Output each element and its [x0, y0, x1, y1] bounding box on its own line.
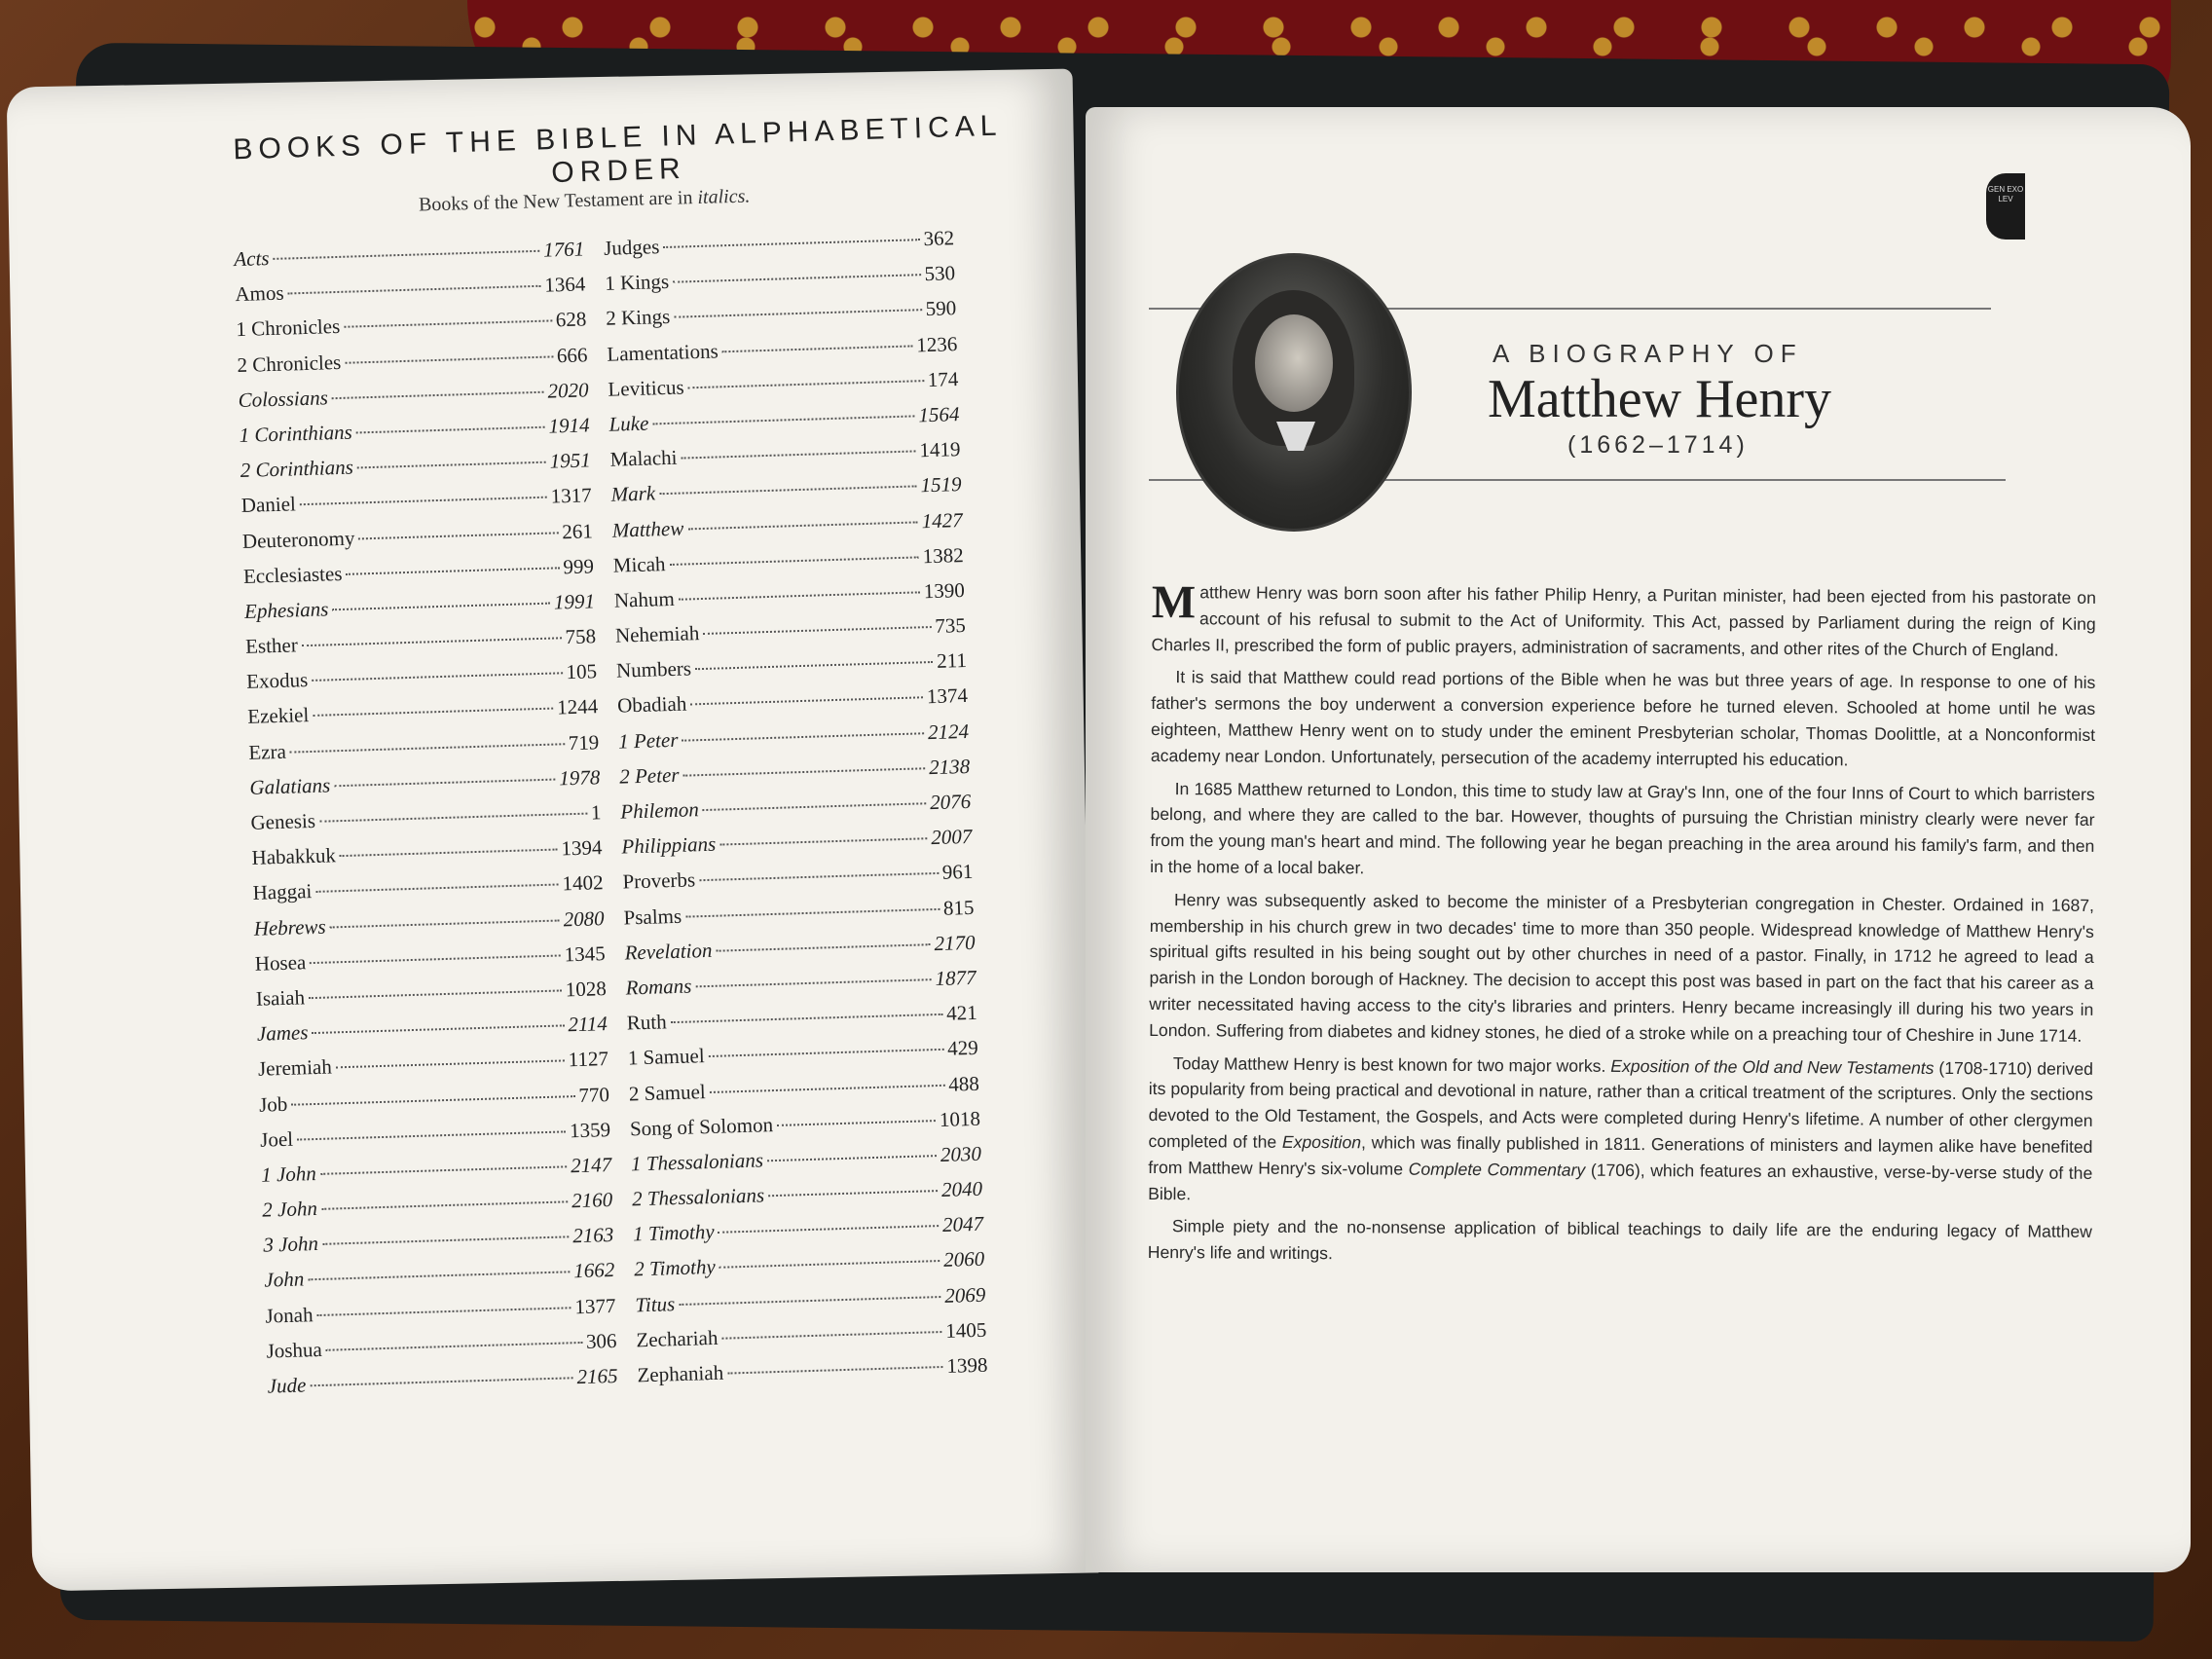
leader-dots: [685, 907, 940, 917]
thumb-index-label: GEN EXO LEV: [1987, 185, 2024, 203]
book-page-number: 1405: [944, 1317, 987, 1343]
book-page-number: 1402: [562, 870, 604, 896]
leader-dots: [345, 355, 553, 363]
book-name: 3 John: [263, 1232, 319, 1257]
leader-dots: [669, 556, 918, 566]
book-name: Daniel: [240, 492, 297, 518]
book-page-number: 1419: [919, 437, 961, 462]
leader-dots: [334, 778, 555, 787]
leader-dots: [722, 345, 913, 352]
leader-dots: [768, 1190, 938, 1197]
leader-dots: [308, 1272, 570, 1281]
book-name: Obadiah: [616, 691, 687, 719]
book-name: Jonah: [265, 1302, 313, 1328]
book-name: 2 Thessalonians: [631, 1183, 765, 1211]
book-page-number: 1390: [923, 577, 966, 604]
book-name: 1 Timothy: [632, 1220, 715, 1246]
book-page-number: 2163: [571, 1223, 614, 1248]
book-name: 1 Thessalonians: [630, 1148, 764, 1176]
book-name: 2 John: [261, 1197, 318, 1222]
leader-dots: [690, 697, 923, 706]
leader-dots: [300, 497, 547, 506]
leader-dots: [312, 673, 562, 682]
book-name: Habakkuk: [251, 843, 337, 870]
leader-dots: [727, 1366, 942, 1375]
book-page-number: 666: [556, 342, 588, 367]
book-name: Zechariah: [636, 1325, 719, 1352]
matthew-henry-portrait: [1176, 253, 1412, 532]
book-page-number: 1951: [549, 448, 591, 473]
book-page-number: 1519: [920, 472, 962, 498]
leader-dots: [297, 1130, 566, 1140]
book-page-number: 1377: [574, 1293, 616, 1318]
leader-dots: [346, 567, 559, 574]
book-page-number: 1564: [918, 402, 960, 427]
book-name: 2 Corinthians: [240, 455, 354, 483]
book-name: 1 John: [260, 1161, 317, 1187]
book-name: Genesis: [250, 808, 316, 834]
book-page-number: 1359: [569, 1117, 611, 1142]
leader-dots: [679, 591, 920, 600]
book-page-number: 590: [925, 296, 957, 321]
book-page-number: 1: [590, 800, 602, 825]
book-page-number: 999: [563, 553, 595, 578]
book-name: Ephesians: [243, 597, 329, 623]
leader-dots: [710, 1084, 945, 1092]
book-page-number: 1914: [548, 413, 590, 438]
book-page-number: 961: [941, 860, 974, 885]
book-name: 1 Corinthians: [239, 420, 353, 447]
book-page-number: 530: [924, 261, 956, 286]
book-name: John: [264, 1267, 305, 1293]
bio-paragraph-4: Henry was subsequently asked to become the minister of a Presbyterian congregation in Chester. Ordained in 1687, membership in his church grew in two decades' time to more than 350 people. Widespread knowledge of Matthew Henry's spiritual gifts resulted in his being sought out by other churches in need of a pastor. Finally, in 1712 he agreed to lead a parish in the London borough of Hackney. The decision to accept this post was based in part on the fact that his career as a writer necessitated having access to the city's libraries and printers. Henry became increasingly ill during his two years in London. Suffering from diabetes and kidney stones, he died of a stroke while on a preaching tour of Cheshire in June 1714.: [1149, 889, 2095, 1046]
leader-dots: [322, 1236, 569, 1246]
book-name: Isaiah: [255, 985, 306, 1011]
thumb-index-tab[interactable]: [1986, 173, 2025, 240]
leader-dots: [679, 1296, 940, 1306]
book-page-number: 628: [555, 307, 587, 332]
book-page-number: 1127: [568, 1047, 609, 1072]
leader-dots: [332, 390, 544, 398]
leader-dots: [659, 486, 916, 496]
book-name: Deuteronomy: [241, 526, 355, 553]
book-name: Acts: [233, 246, 270, 272]
book-name: Jeremiah: [257, 1054, 333, 1082]
book-name: 1 Chronicles: [236, 314, 341, 342]
book-name: Psalms: [623, 903, 682, 930]
book-name: 2 Kings: [605, 305, 671, 331]
leader-dots: [288, 285, 541, 295]
book-name: Amos: [235, 280, 284, 307]
leader-dots: [326, 1342, 582, 1351]
book-page-number: 735: [934, 613, 967, 638]
leader-dots: [674, 310, 922, 319]
leader-dots: [319, 813, 587, 823]
book-page-number: 2080: [563, 905, 605, 931]
leader-dots: [681, 451, 915, 460]
book-name: Numbers: [615, 656, 692, 682]
leader-dots: [357, 461, 546, 469]
book-page-number: 1317: [550, 483, 593, 508]
book-name: Lamentations: [607, 338, 719, 366]
book-page-number: 2040: [940, 1176, 983, 1202]
book-page-number: 2047: [941, 1211, 984, 1237]
book-name: Colossians: [238, 386, 329, 412]
leader-dots: [320, 1165, 567, 1175]
book-page-number: 2160: [571, 1188, 613, 1213]
leader-dots: [671, 1014, 943, 1023]
book-page-number: 1761: [542, 237, 585, 262]
book-page-number: 1018: [939, 1106, 981, 1131]
book-page-number: 306: [585, 1328, 617, 1353]
leader-dots: [682, 732, 924, 741]
leader-dots: [330, 919, 560, 928]
book-page-number: 261: [561, 518, 594, 543]
book-page-number: 2165: [576, 1363, 618, 1389]
bio-paragraph-5: Today Matthew Henry is best known for two major works. Exposition of the Old and New Testaments (1708-1710) derived its popularity from being practical and devotional in nature, rather than a critical treatment of the scriptures. Only the sections devoted to the Old Testament, the Gospels, and Acts were completed during Henry's lifetime. A number of other clergymen completed of the Exposition, which was finally published in 1811. Generations of ministers and laymen alike have benefited from Matthew Henry's six-volume Complete Commentary (1706), which features an exhaustive, verse-by-verse study of the Bible.: [1148, 1052, 2094, 1203]
book-page-number: 1028: [565, 977, 608, 1002]
book-page-number: 1991: [553, 589, 596, 614]
book-page-number: 2060: [942, 1247, 985, 1272]
portrait-collar: [1276, 422, 1315, 451]
leader-dots: [310, 1377, 572, 1386]
book-name: Esther: [244, 633, 299, 658]
leader-dots: [703, 802, 926, 811]
leader-dots: [312, 1025, 564, 1035]
leader-dots: [709, 1049, 944, 1057]
book-page-number: 1877: [935, 965, 977, 990]
leader-dots: [663, 239, 919, 248]
book-page-number: 770: [578, 1082, 610, 1107]
leader-dots: [332, 603, 550, 611]
book-page-number: 105: [566, 659, 598, 684]
book-page-number: 1662: [572, 1258, 615, 1283]
bio-kicker: A BIOGRAPHY OF: [1493, 339, 1803, 368]
book-page-number: 2076: [929, 789, 972, 815]
book-page-number: 1382: [922, 542, 965, 568]
book-name: 1 Kings: [604, 270, 670, 295]
book-name: 2 Peter: [618, 762, 680, 789]
book-name: Hosea: [254, 949, 307, 976]
book-name: Ecclesiastes: [242, 561, 343, 588]
book-page-number: 2114: [568, 1012, 608, 1037]
book-page-number: 1374: [926, 683, 969, 709]
book-page-number: 429: [946, 1036, 979, 1061]
book-name: 2 Timothy: [633, 1255, 717, 1281]
book-name: Leviticus: [608, 375, 684, 401]
book-page-number: 362: [923, 226, 955, 251]
book-page-number: 2007: [930, 825, 973, 850]
book-page-number: 1398: [946, 1352, 988, 1378]
book-name: Micah: [612, 551, 666, 577]
book-name: Song of Solomon: [629, 1112, 774, 1141]
book-name: Joel: [259, 1126, 294, 1152]
leader-dots: [313, 708, 553, 717]
book-name: Romans: [625, 974, 692, 1000]
book-name: James: [256, 1020, 309, 1046]
leader-dots: [703, 626, 931, 635]
book-page-number: 174: [927, 366, 959, 391]
biography-text: [1147, 576, 2096, 1278]
leader-dots: [716, 943, 930, 952]
leader-dots: [721, 1331, 941, 1340]
book-name: Luke: [608, 411, 649, 436]
book-name: Joshua: [266, 1337, 323, 1363]
book-page-number: 1364: [543, 272, 586, 297]
book-name: Exodus: [245, 668, 309, 694]
book-page-number: 2170: [934, 930, 976, 955]
leader-dots: [719, 837, 927, 845]
book-page-number: 1244: [556, 694, 599, 719]
leader-dots: [344, 320, 552, 328]
book-page-number: 719: [568, 729, 600, 755]
book-page-number: 1345: [564, 940, 607, 967]
leader-dots: [719, 1260, 940, 1269]
leader-dots: [310, 954, 560, 964]
book-name: Philippians: [621, 831, 717, 859]
leader-dots: [336, 1060, 565, 1069]
book-name: Titus: [635, 1291, 676, 1316]
leader-dots: [356, 426, 545, 434]
bio-paragraph-6: Simple piety and the no-nonsense application of biblical teachings to daily life are the enduring legacy of Matthew Henry's life and writings.: [1147, 1216, 2092, 1264]
book-name: Revelation: [624, 938, 713, 965]
books-column-1: [234, 237, 618, 1409]
leader-dots: [695, 978, 931, 987]
toc-title: BOOKS OF THE BIBLE IN ALPHABETICAL ORDER: [232, 109, 1003, 190]
portrait-face: [1255, 314, 1333, 412]
leader-dots: [290, 743, 565, 753]
book-page-number: 1427: [921, 507, 963, 533]
book-name: Zephaniah: [637, 1360, 724, 1387]
leader-dots: [321, 1200, 568, 1210]
book-name: Ezra: [248, 739, 287, 764]
book-page-number: 488: [947, 1071, 980, 1096]
leader-dots: [652, 415, 914, 424]
book-name: Ezekiel: [246, 703, 310, 729]
leader-dots: [273, 250, 539, 260]
leader-dots: [317, 1307, 571, 1316]
bio-paragraph-3: In 1685 Matthew returned to London, this time to study law at Gray's Inn, one of the four Inns of Court to which barristers belong, and where they are called to the bar. However, thoughts of pursuing the Christian ministry clearly were never far from the young man's heart and mind. The following year he began preaching in the area around his family's farm, and then in the home of a local baker.: [1150, 778, 2095, 878]
book-page-number: 2124: [927, 719, 970, 744]
book-page-number: 211: [936, 648, 968, 674]
book-name: Job: [258, 1091, 288, 1117]
book-page-number: 2020: [547, 378, 589, 403]
book-name: Nehemiah: [614, 621, 700, 647]
books-column-2: [604, 226, 988, 1398]
leader-dots: [688, 380, 924, 388]
book-name: Philemon: [619, 797, 700, 824]
book-name: Galatians: [249, 773, 331, 799]
book-page-number: 2069: [943, 1282, 986, 1308]
drop-cap: M: [1151, 576, 1197, 629]
book-page-number: 2147: [570, 1152, 612, 1178]
book-page-number: 1394: [561, 835, 603, 861]
toc-subtitle-italic: italics.: [697, 185, 751, 208]
book-page-number: 1978: [558, 765, 601, 791]
book-name: Mark: [610, 481, 656, 507]
leader-dots: [309, 989, 562, 999]
leader-dots: [315, 884, 558, 893]
toc-subtitle-text: Books of the New Testament are in: [418, 186, 698, 216]
book-page-number: 2138: [928, 754, 971, 779]
book-name: Hebrews: [253, 914, 326, 940]
book-name: 2 Samuel: [628, 1079, 707, 1105]
leader-dots: [302, 637, 562, 646]
book-name: 1 Peter: [617, 727, 679, 754]
leader-dots: [687, 521, 917, 530]
leader-dots: [719, 1225, 940, 1234]
book-page-number: 2030: [940, 1141, 982, 1166]
leader-dots: [777, 1120, 936, 1126]
book-page-number: 1236: [915, 331, 958, 356]
leader-dots: [673, 274, 921, 283]
book-name: Ruth: [626, 1010, 667, 1035]
book-name: 2 Chronicles: [237, 350, 342, 377]
leader-dots: [340, 849, 558, 858]
bio-dates: (1662–1714): [1567, 431, 1749, 459]
leader-dots: [682, 767, 925, 776]
leader-dots: [695, 661, 933, 670]
leader-dots: [767, 1155, 937, 1161]
book-page-number: 815: [942, 895, 975, 920]
book-name: Matthew: [611, 516, 684, 542]
book-name: 1 Samuel: [627, 1044, 705, 1070]
leader-dots: [358, 532, 558, 539]
book-name: Nahum: [613, 586, 676, 612]
leader-dots: [699, 872, 939, 881]
book-name: Haggai: [252, 879, 313, 905]
bio-name: Matthew Henry: [1488, 369, 1832, 429]
book-page-number: 421: [945, 1000, 977, 1025]
bio-paragraph-2: It is said that Matthew could read portions of the Bible when he was but three years of age. In response to one of his father's sermons the boy underwent a conversion experience before he turned eleven. Schooled at home until he was eighteen, Matthew Henry went on to study under the eminent Presbyterian scholar, Thomas Doolittle, at a Nonconformist academy near London. Unfortunately, persecution of the academy interrupted his education.: [1150, 667, 2096, 770]
book-name: Judges: [603, 235, 660, 260]
leader-dots: [291, 1095, 574, 1106]
book-name: Malachi: [609, 445, 678, 471]
book-page-number: 758: [565, 624, 597, 649]
book-name: Jude: [267, 1373, 307, 1398]
bio-paragraph-1: Matthew Henry was born soon after his father Philip Henry, a Puritan minister, had been ejected from his pastorate on account of his refusal to submit to the Act of Uniformity. This Act, passed by Parliament during the reign of King Charles II, prescribed the form of public prayers, administration of sacraments, and other rites of the Church of England.: [1151, 576, 2096, 660]
book-name: Proverbs: [622, 867, 696, 894]
